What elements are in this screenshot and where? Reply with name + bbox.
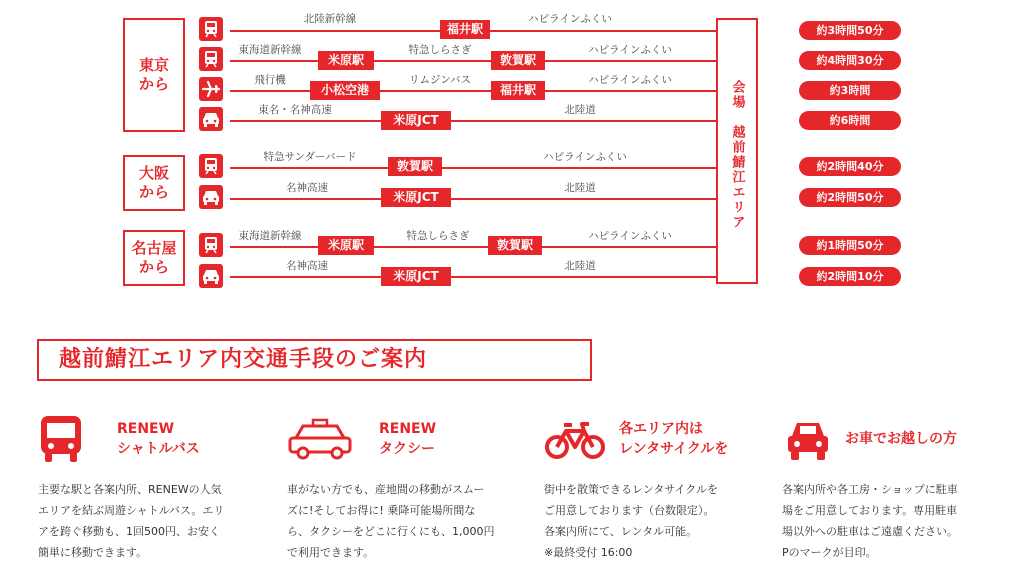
station-badge: 敦賀駅 [388,157,442,176]
route-segment-label: 名神高速 [286,182,328,194]
car-icon [199,264,223,288]
bus-icon [38,414,84,464]
train-icon [199,47,223,71]
car-icon [199,107,223,131]
station-badge: 米原JCT [381,188,451,207]
feature-title: RENEW シャトルバス [117,421,200,457]
route-segment-label: リムジンバス [408,74,471,86]
route-segment-label: 東名・名神高速 [258,104,332,116]
travel-time-badge: 約1時間50分 [799,236,901,255]
travel-time-badge: 約2時間40分 [799,157,901,176]
feature-description: 主要な駅と各案内所、RENEWの人気 エリアを結ぶ周遊シャトルバス。エリ アを跨ぐ移動も、1回500円、お安く 簡単に移動できます。 [38,483,225,559]
venue-box: 会場 越前鯖江エリア [716,18,758,284]
route-segment-label: ハピラインふくい [543,151,627,163]
route-segment-label: 飛行機 [254,74,286,86]
route-line [230,167,716,169]
station-badge: 米原JCT [381,267,451,286]
route-line [230,120,716,122]
feature-description: 各案内所や各工房・ショップに駐車 場をご用意しております。専用駐車 場以外への駐車はご遠慮ください。 Pのマークが目印。 [782,483,958,559]
car-icon [785,418,831,464]
route-segment-label: ハピラインふくい [588,44,672,56]
route-segment-label: ハピラインふくい [528,13,612,25]
route-segment-label: 北陸新幹線 [303,13,357,25]
feature-title: RENEW タクシー [379,421,437,457]
route-line [230,198,716,200]
travel-time-badge: 約4時間30分 [799,51,901,70]
route-line [230,246,716,248]
station-badge: 米原駅 [318,51,374,70]
travel-time-badge: 約6時間 [799,111,901,130]
feature-title: 各エリア内は レンタサイクルを [619,421,729,457]
route-segment-label: 東海道新幹線 [238,44,302,56]
route-segment-label: 特急しらさぎ [406,230,470,242]
route-segment-label: ハピラインふくい [588,230,672,242]
bicycle-icon [544,420,606,462]
station-badge: 米原JCT [381,111,451,130]
travel-time-badge: 約3時間50分 [799,21,901,40]
travel-time-badge: 約2時間50分 [799,188,901,207]
station-badge: 敦賀駅 [488,236,542,255]
route-segment-label: 東海道新幹線 [238,230,302,242]
train-icon [199,154,223,178]
station-badge: 小松空港 [310,81,380,100]
feature-description: 車がない方でも、産地間の移動がスムー ズに!そしてお得に! 乗降可能場所間な ら、タクシーをどこに行くにも、1,000円 で利用できます。 [287,483,495,559]
travel-time-badge: 約3時間 [799,81,901,100]
route-segment-label: ハピラインふくい [588,74,672,86]
station-badge: 米原駅 [318,236,374,255]
route-segment-label: 北陸道 [564,260,596,272]
route-segment-label: 北陸道 [564,182,596,194]
route-segment-label: 名神高速 [286,260,328,272]
section-title: 越前鯖江エリア内交通手段のご案内 [37,339,592,381]
route-line [230,90,716,92]
taxi-icon [287,418,353,462]
feature-title: お車でお越しの方 [845,431,957,447]
route-line [230,60,716,62]
travel-time-badge: 約2時間10分 [799,267,901,286]
route-segment-label: 北陸道 [564,104,596,116]
route-line [230,276,716,278]
airplane-icon [199,77,223,101]
station-badge: 福井駅 [491,81,545,100]
route-segment-label: 特急しらさぎ [408,44,472,56]
origin-tokyo: 東京 から [123,18,185,132]
car-icon [199,185,223,209]
station-badge: 敦賀駅 [491,51,545,70]
origin-osaka: 大阪 から [123,155,185,211]
feature-description: 街中を散策できるレンタサイクルを ご用意しております（台数限定）。 各案内所にて、レンタル可能。 ※最終受付 16:00 [544,483,718,559]
train-icon [199,17,223,41]
station-badge: 福井駅 [440,20,490,39]
origin-nagoya: 名古屋 から [123,230,185,286]
route-segment-label: 特急サンダーバード [263,151,357,163]
train-icon [199,233,223,257]
